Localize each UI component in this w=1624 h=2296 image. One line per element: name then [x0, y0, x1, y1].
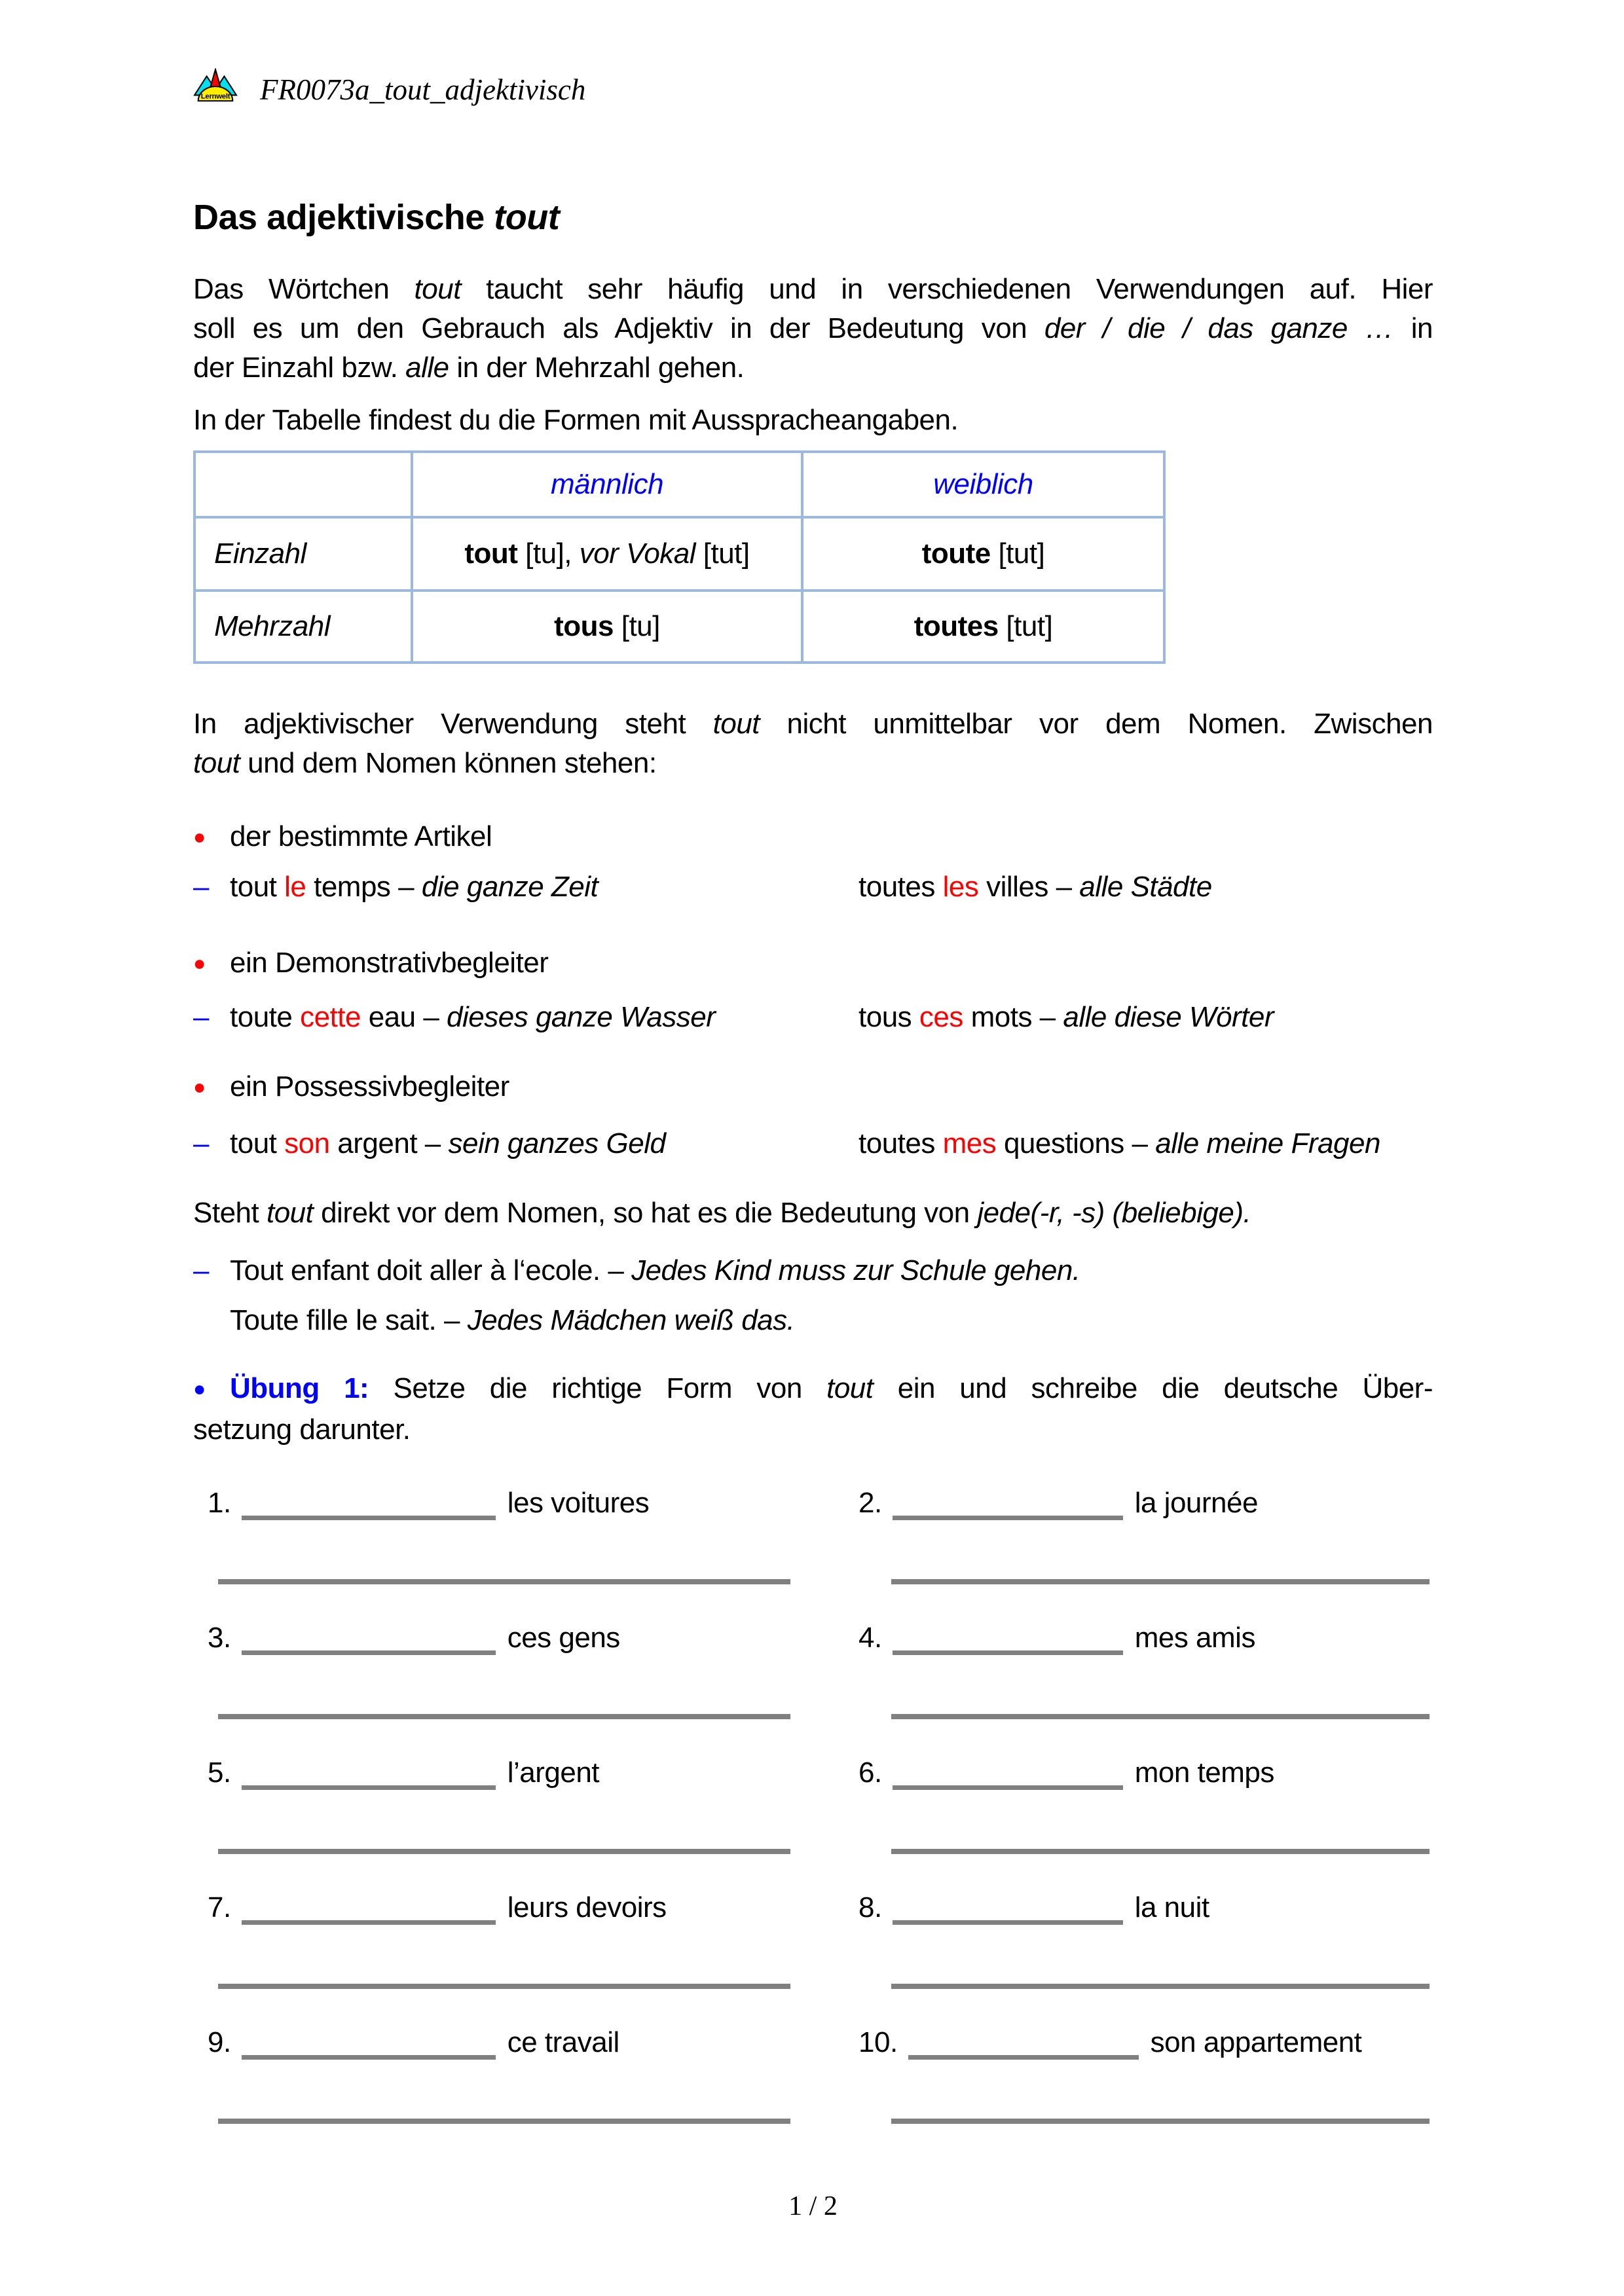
- exercise-item: [193, 1888, 858, 1927]
- bullet-marker: [193, 1369, 230, 1410]
- item-label: la journée: [1134, 1487, 1258, 1519]
- page-title: [193, 196, 1433, 238]
- fill-in-blank: [893, 1901, 1123, 1925]
- item-label: ces gens: [507, 1622, 620, 1654]
- text-run: toutes: [858, 871, 943, 903]
- answer-line: [218, 1714, 790, 1719]
- paragraph-line: [193, 1369, 1433, 1410]
- exercise-row: [193, 1618, 1433, 1719]
- text-run: Setze die richtige Form von: [393, 1372, 827, 1404]
- exercise-item: [193, 1484, 858, 1523]
- fill-in-blank: [242, 2035, 496, 2060]
- exercise-item: [193, 1618, 858, 1658]
- german-translation: sein ganzes Geld: [448, 1127, 666, 1159]
- sentence-example-2: [193, 1301, 1433, 1340]
- form-toutes: toutes: [913, 610, 999, 642]
- german-translation: alle diese Wörter: [1063, 1001, 1274, 1033]
- item-number: 2.: [858, 1487, 882, 1519]
- bullet-item-article: [193, 817, 1433, 858]
- pronunciation: [tut]: [998, 610, 1053, 642]
- example-line-possessive: [193, 1124, 1433, 1163]
- logo-wordmark: Lernwelt: [200, 92, 231, 101]
- german-translation: Jedes Kind muss zur Schule gehen.: [631, 1254, 1080, 1286]
- text-run: tout: [230, 871, 285, 903]
- page-header: [193, 68, 1433, 106]
- bullet-item-demonstrative: [193, 943, 1433, 985]
- dash-marker: [193, 1124, 230, 1163]
- fill-in-blank: [242, 1766, 496, 1790]
- bullet-marker: [193, 817, 230, 858]
- emphasis-tout: tout: [826, 1372, 874, 1404]
- emphasis-jede: jede(-r, -s) (beliebige).: [977, 1197, 1251, 1229]
- example-left: [230, 1124, 858, 1163]
- column-header-feminine: weiblich: [802, 452, 1164, 517]
- sentence-example-1: [193, 1251, 1433, 1290]
- example-right: [858, 867, 1433, 907]
- text-run: mots –: [963, 1001, 1063, 1033]
- exercise-item: [193, 2023, 858, 2062]
- bullet-label: ein Possessivbegleiter: [230, 1070, 509, 1102]
- pronunciation: [tut]: [990, 538, 1045, 570]
- exercise-item: [858, 1753, 1433, 1793]
- item-number: 10.: [858, 2026, 898, 2058]
- bullet-marker: [193, 1067, 230, 1108]
- fill-in-blank: [893, 1631, 1123, 1655]
- translation-lines: [193, 1714, 1433, 1719]
- dash-marker: [193, 998, 230, 1037]
- example-right: [858, 998, 1433, 1037]
- forms-table: [193, 450, 1166, 664]
- german-translation: Jedes Mädchen weiß das.: [467, 1304, 795, 1336]
- intro-paragraph: [193, 270, 1433, 388]
- answer-line: [891, 2119, 1430, 2124]
- dash-marker: [193, 867, 230, 907]
- highlight-demonstrative: ces: [919, 1001, 963, 1033]
- item-number: 4.: [858, 1622, 882, 1654]
- example-right: [858, 1124, 1433, 1163]
- text-run: tous: [858, 1001, 919, 1033]
- dash-marker: [193, 1251, 230, 1290]
- item-number: 6.: [858, 1757, 882, 1789]
- bullet-marker: [193, 943, 230, 985]
- item-label: mes amis: [1134, 1622, 1255, 1654]
- pronunciation: [tut]: [695, 538, 750, 570]
- row-label-einzahl: Einzahl: [194, 517, 412, 591]
- sentence-text: [230, 1251, 1080, 1290]
- fill-in-blank: [893, 1766, 1123, 1790]
- item-number: 3.: [208, 1622, 231, 1654]
- exercise-pair: [193, 1753, 1433, 1793]
- fill-in-blank: [242, 1631, 496, 1655]
- fill-in-blank: [242, 1496, 496, 1520]
- form-toute: toute: [921, 538, 991, 570]
- item-label: son appartement: [1150, 2026, 1362, 2058]
- answer-line: [891, 1579, 1430, 1584]
- exercise-pair: [193, 1888, 1433, 1927]
- usage-paragraph: [193, 704, 1433, 783]
- item-number: 1.: [208, 1487, 231, 1519]
- highlight-possessive: son: [284, 1127, 330, 1159]
- highlight-possessive: mes: [942, 1127, 997, 1159]
- highlight-article: les: [942, 871, 979, 903]
- direct-usage-paragraph: [193, 1194, 1433, 1233]
- text-run: Toute fille le sait. –: [230, 1304, 468, 1336]
- german-translation: alle meine Fragen: [1155, 1127, 1380, 1159]
- item-label: l’argent: [507, 1757, 600, 1789]
- text-run: toute: [230, 1001, 301, 1033]
- table-hint: In der Tabelle findest du die Formen mit Ausspracheangaben.: [193, 404, 959, 436]
- highlight-article: le: [284, 871, 306, 903]
- item-label: ce travail: [507, 2026, 619, 2058]
- cell-feminine-singular: [802, 517, 1164, 591]
- exercise-item: [858, 2023, 1433, 2062]
- paragraph-line: [193, 744, 1433, 783]
- text-run: Das Wörtchen: [193, 273, 415, 305]
- emphasis-tout: tout: [712, 708, 760, 740]
- blue-dash-icon: –: [193, 871, 209, 903]
- form-tous: tous: [554, 610, 614, 642]
- title-text: Das adjektivische: [193, 198, 494, 237]
- exercise-pair: [193, 1484, 1433, 1523]
- exercise-item: [858, 1484, 1433, 1523]
- text-run: der Einzahl bzw.: [193, 352, 406, 384]
- exercise-label: Übung 1:: [230, 1372, 369, 1404]
- exercise-row: [193, 1888, 1433, 1989]
- paragraph-line: [193, 704, 1433, 744]
- translation-lines: [193, 1984, 1433, 1989]
- exercise-item: [858, 1618, 1433, 1658]
- note-vor-vokal: vor Vokal: [579, 538, 696, 570]
- paragraph-line: [193, 270, 1433, 309]
- text-run: in: [1393, 312, 1433, 344]
- german-translation: dieses ganze Wasser: [447, 1001, 716, 1033]
- text-run: in der Mehrzahl gehen.: [449, 352, 745, 384]
- answer-line: [891, 1714, 1430, 1719]
- answer-line: [218, 1984, 790, 1989]
- paragraph-line: [193, 309, 1433, 348]
- text-run: argent –: [329, 1127, 449, 1159]
- table-row-plural: [194, 591, 1164, 663]
- item-label: mon temps: [1134, 1757, 1274, 1789]
- example-left: [230, 998, 858, 1037]
- form-tout: tout: [464, 538, 518, 570]
- exercise-instructions: [193, 1369, 1433, 1449]
- text-run: In adjektivischer Verwendung steht: [193, 708, 713, 740]
- item-number: 8.: [858, 1891, 882, 1923]
- text-run: nicht unmittelbar vor dem Nomen. Zwischen: [760, 708, 1433, 740]
- text-run: eau –: [360, 1001, 447, 1033]
- text-run: direkt vor dem Nomen, so hat es die Bedeutung von: [313, 1197, 978, 1229]
- example-line-article: [193, 867, 1433, 907]
- answer-line: [891, 1849, 1430, 1854]
- exercise-row: [193, 1753, 1433, 1854]
- title-emphasis-tout: tout: [494, 198, 560, 237]
- fill-in-blank: [893, 1496, 1123, 1520]
- item-number: 9.: [208, 2026, 231, 2058]
- exercise-pair: [193, 2023, 1433, 2062]
- bullet-label: ein Demonstrativbegleiter: [230, 947, 549, 979]
- answer-line: [891, 1984, 1430, 1989]
- pronunciation: [tu]: [614, 610, 660, 642]
- german-translation: alle Städte: [1079, 871, 1212, 903]
- emphasis-tout: tout: [266, 1197, 314, 1229]
- example-left: [230, 867, 858, 907]
- cell-masculine-singular: [412, 517, 802, 591]
- table-row-singular: [194, 517, 1164, 591]
- example-line-demonstrative: [193, 998, 1433, 1037]
- cell-masculine-plural: [412, 591, 802, 663]
- answer-line: [218, 1849, 790, 1854]
- blue-dash-icon: –: [193, 1127, 209, 1159]
- text-run: Tout enfant doit aller à l‘ecole. –: [230, 1254, 632, 1286]
- table-header-row: [194, 452, 1164, 517]
- exercise-item: [858, 1888, 1433, 1927]
- red-bullet-icon: ●: [193, 825, 206, 848]
- text-run: taucht sehr häufig und in verschiedenen Verwendungen auf. Hier: [460, 273, 1433, 305]
- exercise-pair: [193, 1618, 1433, 1658]
- lernwelt-logo: [193, 68, 238, 106]
- paragraph-line: setzung darunter.: [193, 1413, 411, 1446]
- exercise-row: [193, 1484, 1433, 1584]
- bullet-label: der bestimmte Artikel: [230, 820, 492, 852]
- text-run: und dem Nomen können stehen:: [240, 747, 657, 779]
- instructions-text: [230, 1369, 1433, 1410]
- item-number: 5.: [208, 1757, 231, 1789]
- table-corner-cell: [194, 452, 412, 517]
- text-run: ein und schreibe die deutsche Über-: [873, 1372, 1433, 1404]
- item-label: la nuit: [1134, 1891, 1209, 1923]
- translation-lines: [193, 1579, 1433, 1584]
- pronunciation: [tu],: [517, 538, 580, 570]
- exercise-item: [193, 1753, 858, 1793]
- text-run: toutes: [858, 1127, 943, 1159]
- highlight-demonstrative: cette: [300, 1001, 361, 1033]
- item-number: 7.: [208, 1891, 231, 1923]
- cell-feminine-plural: [802, 591, 1164, 663]
- text-run: villes –: [978, 871, 1080, 903]
- emphasis-tout: tout: [414, 273, 461, 305]
- item-label: les voitures: [507, 1487, 650, 1519]
- column-header-masculine: männlich: [412, 452, 802, 517]
- fill-in-blank: [242, 1901, 496, 1925]
- paragraph-line: [193, 348, 1433, 388]
- emphasis-alle: alle: [405, 352, 449, 384]
- text-run: questions –: [996, 1127, 1156, 1159]
- document-code: FR0073a_tout_adjektivisch: [260, 73, 586, 106]
- blue-dash-icon: –: [193, 1001, 209, 1033]
- answer-line: [218, 1579, 790, 1584]
- text-run: Steht: [193, 1197, 267, 1229]
- text-run: soll es um den Gebrauch als Adjektiv in der Bedeutung von: [193, 312, 1044, 344]
- red-bullet-icon: ●: [193, 951, 206, 975]
- row-label-mehrzahl: Mehrzahl: [194, 591, 412, 663]
- translation-lines: [193, 1849, 1433, 1854]
- german-translation: die ganze Zeit: [421, 871, 599, 903]
- answer-line: [218, 2119, 790, 2124]
- blue-dash-icon: –: [193, 1254, 209, 1286]
- fill-in-blank: [908, 2035, 1139, 2060]
- red-bullet-icon: ●: [193, 1075, 206, 1099]
- emphasis-der-die-das-ganze: der / die / das ganze …: [1044, 312, 1394, 344]
- blue-bullet-icon: ●: [193, 1377, 206, 1400]
- item-label: leurs devoirs: [507, 1891, 667, 1923]
- translation-lines: [193, 2119, 1433, 2124]
- exercise-row: [193, 2023, 1433, 2124]
- emphasis-tout: tout: [193, 747, 240, 779]
- bullet-item-possessive: [193, 1067, 1433, 1108]
- page-number: 1 / 2: [788, 2191, 838, 2221]
- text-run: temps –: [306, 871, 422, 903]
- text-run: tout: [230, 1127, 285, 1159]
